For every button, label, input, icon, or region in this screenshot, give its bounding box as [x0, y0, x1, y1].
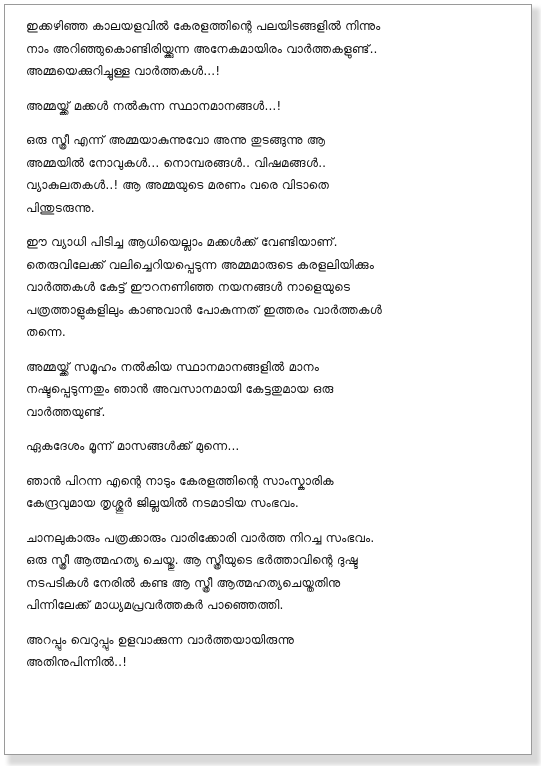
text-line: അതിനുപിന്നിൽ..! [26, 655, 128, 669]
text-line: ഒരു സ്ത്രീ ആത്മഹത്യ ചെയ്തു. ആ സ്ത്രീയുടെ ഭർത്താവിന്റെ ദുഷ്ട [26, 553, 358, 567]
text-line: പിന്നിലേക്ക് മാധ്യമപ്രവർത്തകർ പാഞ്ഞെത്തി. [26, 598, 284, 612]
text-line: നാം അറിഞ്ഞുകൊണ്ടിരിയ്ക്കുന്ന അനേകമായിരം വാർത്തകളുണ്ട്.. [26, 41, 378, 56]
text-line: അമ്മയെക്കുറിച്ചുള്ള വാർത്തകൾ...! [26, 64, 221, 78]
paragraph [26, 470, 522, 515]
text-line: നടപടികൾ നേരിൽ കണ്ട ആ സ്ത്രീ ആത്മഹത്യചെയ്തതിനു [26, 575, 341, 590]
text-line: നഷ്ടപ്പെടുന്നതും ഞാൻ അവസാനമായി കേട്ടതുമായ ഒരു [26, 382, 334, 396]
paragraph [26, 527, 522, 617]
text-line: ചാനലുകാരും പത്രക്കാരും വാരിക്കോരി വാർത്ത നിറച്ച സംഭവം. [26, 530, 375, 545]
document-page [4, 4, 532, 755]
paragraph [26, 95, 522, 118]
text-line: വാർത്തകൾ കേട്ട് ഈറനണിഞ്ഞ നയനങ്ങൾ നാളെയുടെ [26, 280, 351, 294]
paragraph [26, 629, 522, 674]
text-line: ഇക്കഴിഞ്ഞ കാലയളവിൽ കേരളത്തിന്റെ പലയിടങ്ങളിൽ നിന്നും [26, 19, 381, 33]
paragraph [26, 231, 522, 344]
text-line: അമ്മയ്ക്ക് മക്കൾ നൽകുന്ന സ്ഥാനമാനങ്ങൾ...! [26, 98, 282, 113]
text-line: കേന്ദ്രവുമായ തൃശ്ശൂർ ജില്ലയിൽ നടമാടിയ സംഭവം. [26, 496, 299, 510]
text-line: വ്യാകുലതകൾ..! ആ അമ്മയുടെ മരണം വരെ വിടാതെ [26, 178, 330, 192]
text-line: ഞാൻ പിറന്ന എന്റെ നാടും കേരളത്തിന്റെ സാംസ്കാരിക [26, 473, 334, 488]
text-line: ഈ വ്യാധി പിടിച്ച ആധിയെല്ലാം മക്കൾക്ക് വേണ്ടിയാണ്. [26, 235, 338, 249]
paragraph [26, 129, 522, 219]
text-line: തന്നെ. [26, 325, 66, 339]
text-line: അറപ്പും വെറുപ്പും ഉളവാക്കുന്ന വാർത്തയായിരുന്നു [26, 632, 295, 647]
text-line: അമ്മയ്ക്ക് സമൂഹം നൽകിയ സ്ഥാനമാനങ്ങളിൽ മാനം [26, 359, 320, 374]
text-line: ഒരു സ്ത്രീ എന്ന് അമ്മയാകുന്നുവോ അന്നു തുടങ്ങുന്നു ആ [26, 133, 326, 147]
document-body [26, 15, 522, 686]
paragraph [26, 15, 522, 83]
paragraph [26, 435, 522, 458]
text-line: പത്രത്താളുകളിലും കാണുവാൻ പോകുന്നത് ഇത്തരം വാർത്തകൾ [26, 302, 383, 317]
paragraph [26, 356, 522, 424]
text-line: തെരുവിലേക്ക് വലിച്ചെറിയപ്പെടുന്ന അമ്മമാരുടെ കരളലിയിക്കും [26, 257, 375, 272]
text-line: പിന്തുടരുന്നു. [26, 200, 95, 215]
text-line: വാർത്തയുണ്ട്. [26, 404, 106, 419]
text-line: ഏകദേശം മൂന്ന് മാസങ്ങൾക്ക് മുന്നെ... [26, 439, 240, 453]
text-line: അമ്മയിൽ നോവുകൾ... നൊമ്പരങ്ങൾ.. വിഷമങ്ങൾ.. [26, 155, 327, 170]
